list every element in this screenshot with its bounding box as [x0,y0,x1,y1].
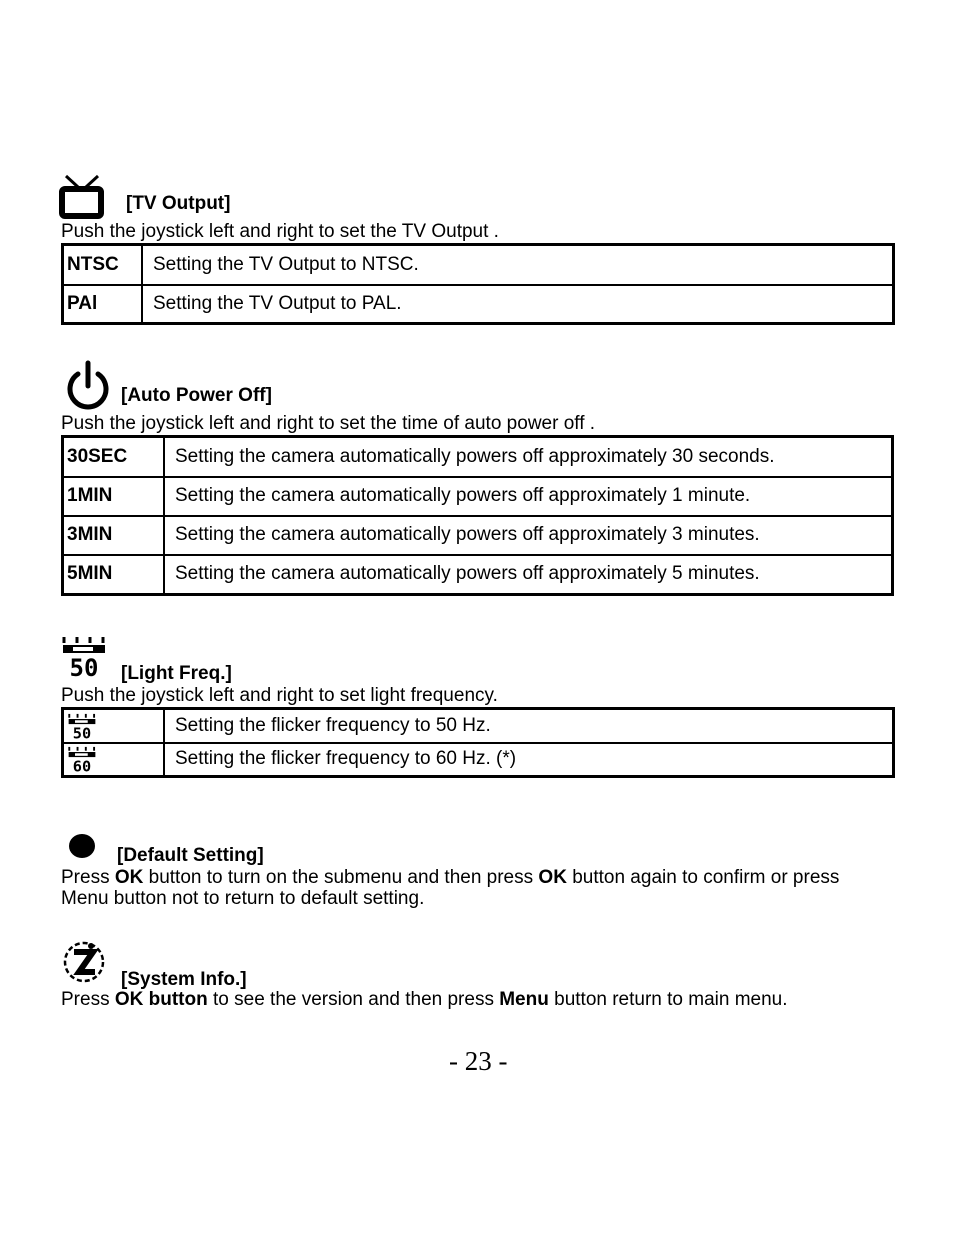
flicker-50-icon [61,634,107,678]
flicker-50-label: 50 [69,654,99,678]
table-row [63,516,893,555]
default-setting-line-2: Menu button not to return to default setting. [61,888,425,909]
ok-button-text: OK [114,867,144,888]
tv-output-heading: [TV Output] [126,193,231,214]
table-row [63,245,894,285]
flicker-50-icon [67,712,97,740]
option-description: Setting the camera automatically powers off approximately 5 minutes. [164,555,893,595]
option-description: Setting the flicker frequency to 60 Hz. (*) [164,743,894,777]
light-freq-table [61,707,895,778]
flicker-60-icon [67,745,97,773]
option-key: 5MIN [63,555,165,595]
option-key: 30SEC [63,437,165,477]
table-row [63,743,894,777]
text-span: button to turn on the submenu and then press [143,867,539,888]
text-span: Press [61,989,115,1010]
system-info-line [61,989,788,1010]
auto-power-off-table [61,435,894,596]
auto-power-off-heading: [Auto Power Off] [121,385,272,406]
option-key: 3MIN [63,516,165,555]
table-row [63,477,893,516]
table-row [63,555,893,595]
tv-output-description: Push the joystick left and right to set the TV Output . [61,221,499,242]
ok-button-text: OK [538,867,567,888]
tv-icon [58,174,106,220]
system-info-heading: [System Info.] [121,969,247,990]
text-span: button return to main menu. [548,989,788,1010]
option-description: Setting the camera automatically powers off approximately 3 minutes. [164,516,893,555]
menu-button-text: Menu [499,989,549,1010]
text-span: Press [61,867,115,888]
flicker-60-label: 60 [72,757,92,774]
flicker-option-cell [63,709,165,743]
option-description: Setting the TV Output to PAL. [142,285,894,324]
filled-circle-icon [67,832,97,860]
table-row [63,709,894,743]
flicker-option-cell [63,743,165,777]
option-description: Setting the TV Output to NTSC. [142,245,894,285]
option-key: 1MIN [63,477,165,516]
text-span: to see the version and then press [207,989,500,1010]
page-number: - 23 - [449,1046,508,1076]
auto-power-off-description: Push the joystick left and right to set the time of auto power off . [61,413,596,434]
light-freq-description: Push the joystick left and right to set light frequency. [61,685,498,706]
light-freq-heading: [Light Freq.] [121,663,232,684]
tv-output-table [61,243,895,325]
table-row [63,285,894,324]
power-icon [63,360,113,412]
option-key: PAl [63,285,143,324]
default-setting-line-1 [61,867,839,888]
option-description: Setting the camera automatically powers off approximately 1 minute. [164,477,893,516]
text-span: button again to confirm or press [566,867,840,888]
flicker-50-label: 50 [72,724,92,740]
system-info-icon [61,939,109,985]
option-description: Setting the flicker frequency to 50 Hz. [164,709,894,743]
option-key: NTSC [63,245,143,285]
option-description: Setting the camera automatically powers off approximately 30 seconds. [164,437,893,477]
default-setting-heading: [Default Setting] [117,845,264,866]
ok-button-text: OK button [114,989,208,1010]
table-row [63,437,893,477]
